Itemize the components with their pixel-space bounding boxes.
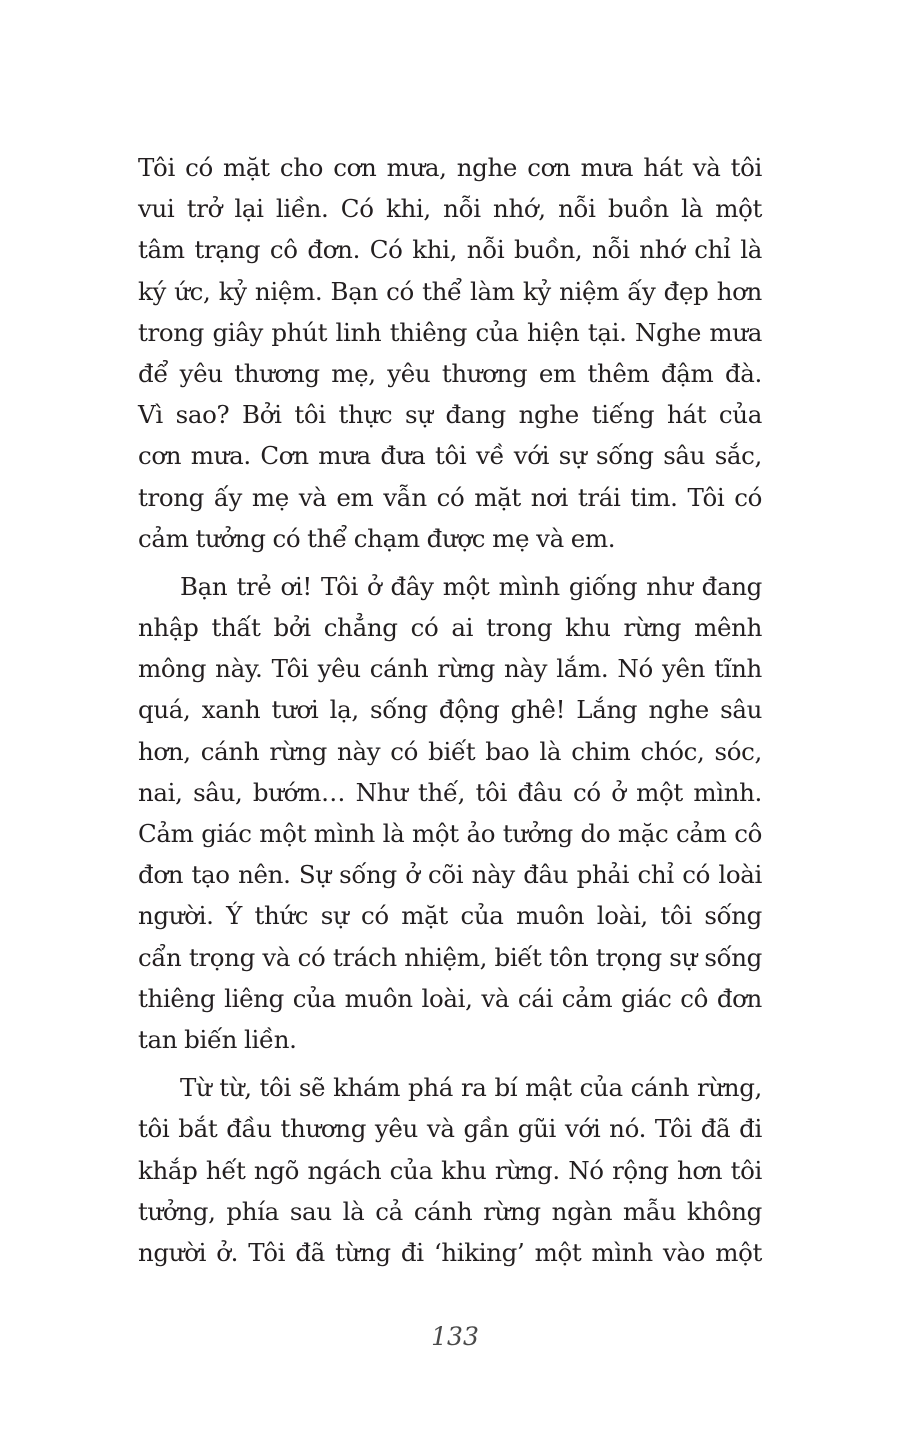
- page-number: 133: [431, 1322, 479, 1351]
- paragraph-2: [138, 566, 762, 1060]
- paragraph-3: [138, 1067, 762, 1273]
- text-line: ký ức, kỷ niệm. Bạn có thể làm kỷ niệm ấy đẹp hơn: [138, 276, 762, 306]
- text-line: tan biến liền.: [138, 1024, 297, 1054]
- text-line: trong ấy mẹ và em vẫn có mặt nơi trái tim. Tôi có: [138, 482, 762, 512]
- paragraph-spacer: [138, 559, 762, 566]
- paragraph-spacer: [138, 1060, 762, 1067]
- text-line: trong giây phút linh thiêng của hiện tại. Nghe mưa: [138, 317, 762, 347]
- text-line: Bạn trẻ ơi! Tôi ở đây một mình giống như đang: [180, 571, 762, 601]
- text-line: nai, sâu, bướm… Như thế, tôi đâu có ở một mình.: [138, 777, 762, 807]
- text-line: mông này. Tôi yêu cánh rừng này lắm. Nó yên tĩnh: [138, 654, 762, 684]
- paragraph-1: [138, 147, 762, 559]
- text-line: thiêng liêng của muôn loài, và cái cảm giác cô đơn: [138, 983, 762, 1013]
- text-line: Cảm giác một mình là một ảo tưởng do mặc cảm cô: [138, 819, 762, 848]
- text-line: người ở. Tôi đã từng đi ‘hiking’ một mình vào một: [138, 1237, 762, 1267]
- text-line: tưởng, phía sau là cả cánh rừng ngàn mẫu không: [138, 1196, 762, 1226]
- text-line: người. Ý thức sự có mặt của muôn loài, tôi sống: [138, 901, 762, 931]
- text-line: hơn, cánh rừng này có biết bao là chim chóc, sóc,: [138, 736, 762, 766]
- text-line: Tôi có mặt cho cơn mưa, nghe cơn mưa hát và tôi: [138, 153, 762, 182]
- text-line: Từ từ, tôi sẽ khám phá ra bí mật của cánh rừng,: [180, 1073, 762, 1103]
- text-line: đơn tạo nên. Sự sống ở cõi này đâu phải chỉ có loài: [138, 860, 762, 890]
- text-line: vui trở lại liền. Có khi, nỗi nhớ, nỗi buồn là một: [138, 194, 762, 224]
- text-line: cẩn trọng và có trách nhiệm, biết tôn trọng sự sống: [138, 942, 762, 972]
- text-line: để yêu thương mẹ, yêu thương em thêm đậm đà.: [138, 358, 762, 388]
- text-line: nhập thất bởi chẳng có ai trong khu rừng mênh: [138, 613, 762, 643]
- text-line: tâm trạng cô đơn. Có khi, nỗi buồn, nỗi nhớ chỉ là: [138, 235, 762, 265]
- text-line: Vì sao? Bởi tôi thực sự đang nghe tiếng hát của: [138, 400, 762, 430]
- text-line: cơn mưa. Cơn mưa đưa tôi về với sự sống sâu sắc,: [138, 441, 762, 471]
- page-body: [138, 147, 762, 1273]
- text-line: quá, xanh tươi lạ, sống động ghê! Lắng nghe sâu: [138, 695, 762, 725]
- text-line: cảm tưởng có thể chạm được mẹ và em.: [138, 523, 616, 553]
- text-line: tôi bắt đầu thương yêu và gần gũi với nó. Tôi đã đi: [138, 1114, 762, 1144]
- text-line: khắp hết ngõ ngách của khu rừng. Nó rộng hơn tôi: [138, 1155, 762, 1185]
